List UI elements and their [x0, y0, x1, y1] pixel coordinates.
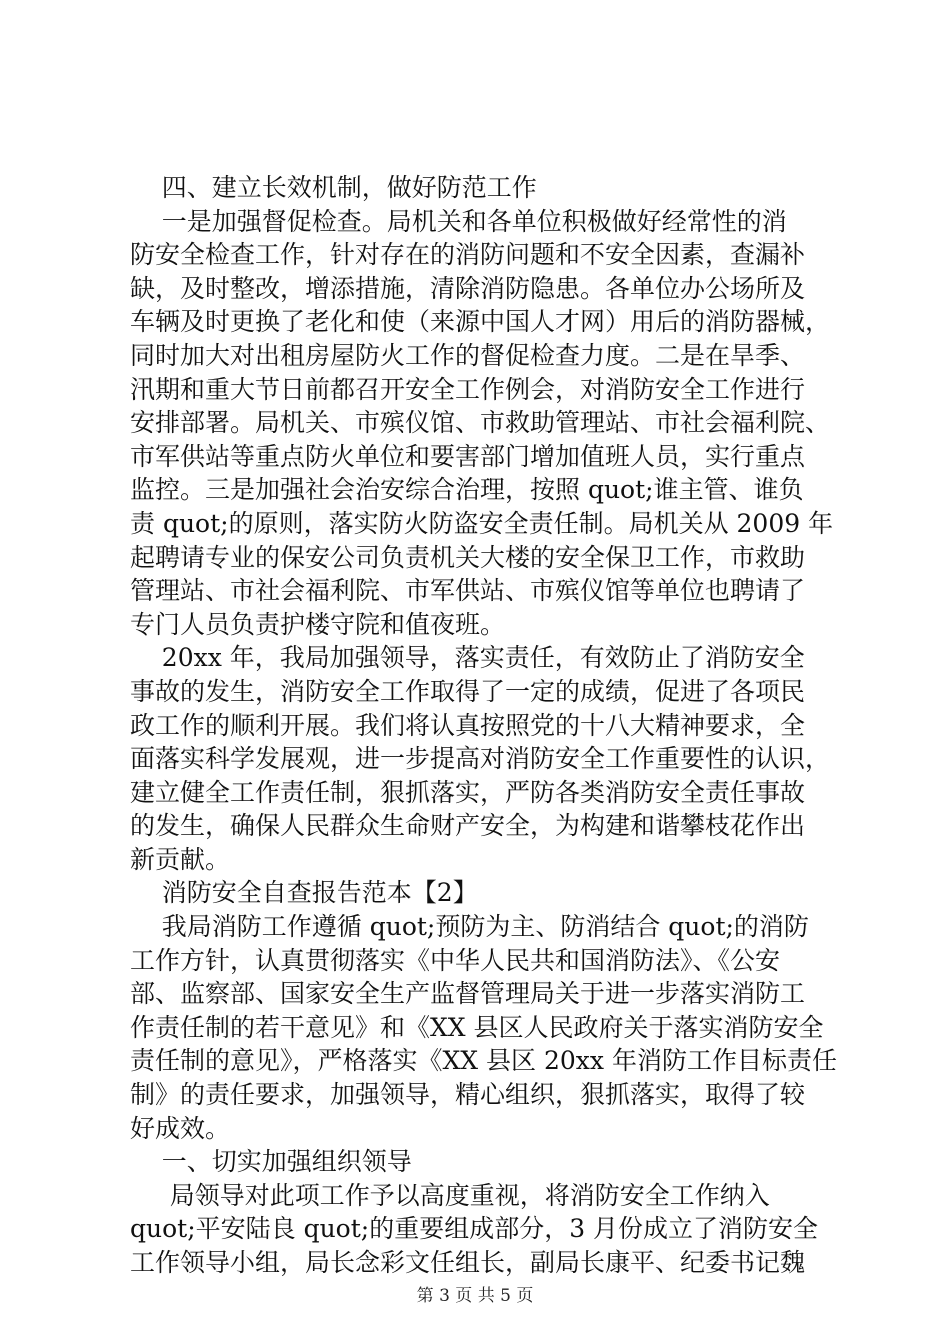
text-line: 新贡献。 [130, 844, 231, 874]
text-line: 作责任制的若干意见》和《XX 县区人民政府关于落实消防安全 [130, 1012, 824, 1042]
text-line: 四、建立长效机制，做好防范工作 [130, 173, 537, 202]
text-line: 起聘请专业的保安公司负责机关大楼的安全保卫工作，市救助 [130, 542, 806, 572]
text-line: 的发生，确保人民群众生命财产安全，为构建和谐攀枝花作出 [130, 811, 806, 841]
text-line: quot;平安陆良 quot;的重要组成部分，3 月份成立了消防安全 [130, 1214, 819, 1244]
text-line: 事故的发生，消防安全工作取得了一定的成绩，促进了各项民 [130, 676, 806, 706]
text-line: 汛期和重大节日前都召开安全工作例会，对消防安全工作进行 [130, 374, 806, 404]
text-line: 市军供站等重点防火单位和要害部门增加值班人员，实行重点 [130, 441, 806, 471]
text-line: 政工作的顺利开展。我们将认真按照党的十八大精神要求，全 [130, 710, 806, 740]
text-line: 部、监察部、国家安全生产监督管理局关于进一步落实消防工 [130, 979, 806, 1009]
text-line: 制》的责任要求，加强领导，精心组织，狠抓落实，取得了较 [130, 1080, 806, 1110]
text-line: 责任制的意见》，严格落实《XX 县区 20xx 年消防工作目标责任 [130, 1046, 837, 1076]
text-line: 安排部署。局机关、市殡仪馆、市救助管理站、市社会福利院、 [130, 408, 831, 438]
text-line: 好成效。 [130, 1113, 231, 1143]
text-line: 专门人员负责护楼守院和值夜班。 [130, 609, 506, 639]
text-line: 工作方针，认真贯彻落实《中华人民共和国消防法》、《公安 [130, 945, 781, 975]
section-heading: 一、切实加强组织领导 [130, 1147, 412, 1177]
text-line: 面落实科学发展观，进一步提高对消防安全工作重要性的认识， [130, 744, 831, 774]
section-heading: 消防安全自查报告范本【2】 [130, 878, 478, 908]
document-body [130, 171, 840, 1280]
text-line: 同时加大对出租房屋防火工作的督促检查力度。二是在旱季、 [130, 340, 806, 370]
text-line: 防安全检查工作，针对存在的消防问题和不安全因素，查漏补 [130, 240, 806, 270]
text-line: 监控。三是加强社会治安综合治理，按照 quot;谁主管、谁负 [130, 475, 804, 505]
text-line: 责 quot;的原则，落实防火防盗安全责任制。局机关从 2009 年 [130, 508, 834, 538]
text-line: 车辆及时更换了老化和使（来源中国人才网）用后的消防器械， [130, 307, 831, 337]
text-line: 建立健全工作责任制，狠抓落实，严防各类消防安全责任事故 [130, 777, 806, 807]
text-line: 20xx 年，我局加强领导，落实责任，有效防止了消防安全 [130, 643, 805, 673]
text-line: 管理站、市社会福利院、市军供站、市殡仪馆等单位也聘请了 [130, 576, 806, 606]
page-number-footer: 第 3 页 共 5 页 [416, 1286, 534, 1306]
text-line: 缺，及时整改，增添措施，清除消防隐患。各单位办公场所及 [130, 273, 806, 303]
text-line: 一是加强督促检查。局机关和各单位积极做好经常性的消 [130, 206, 787, 236]
text-line: 局领导对此项工作予以高度重视，将消防安全工作纳入 [130, 1180, 770, 1210]
text-line: 工作领导小组，局长念彩文任组长，副局长康平、纪委书记魏 [130, 1248, 806, 1277]
text-line: 我局消防工作遵循 quot;预防为主、防消结合 quot;的消防 [130, 912, 809, 942]
